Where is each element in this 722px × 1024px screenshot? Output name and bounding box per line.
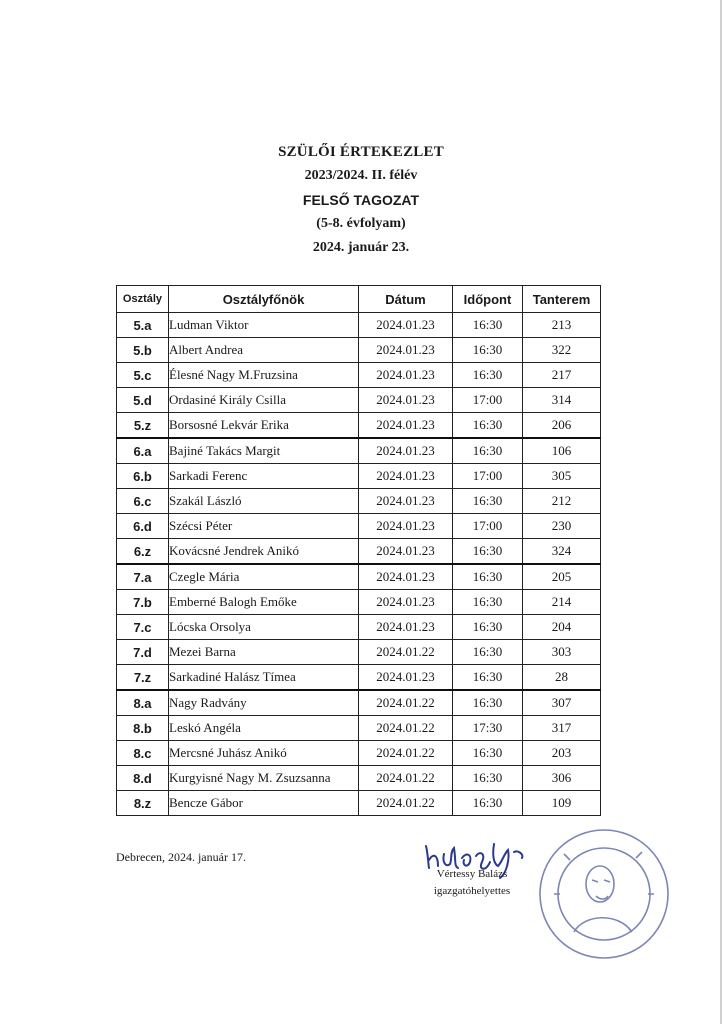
teacher-cell: Leskó Angéla — [169, 716, 359, 741]
time-cell: 16:30 — [453, 489, 523, 514]
column-header-room: Tanterem — [523, 286, 601, 313]
class-cell: 8.a — [117, 690, 169, 716]
time-cell: 16:30 — [453, 690, 523, 716]
table-row — [117, 590, 601, 615]
time-cell: 16:30 — [453, 413, 523, 439]
date-cell: 2024.01.22 — [359, 716, 453, 741]
room-cell: 230 — [523, 514, 601, 539]
time-cell: 16:30 — [453, 438, 523, 464]
teacher-cell: Ludman Viktor — [169, 313, 359, 338]
class-cell: 6.b — [117, 464, 169, 489]
date-cell: 2024.01.22 — [359, 766, 453, 791]
class-cell: 6.z — [117, 539, 169, 565]
class-cell: 8.d — [117, 766, 169, 791]
time-cell: 17:00 — [453, 464, 523, 489]
table-row — [117, 514, 601, 539]
table-row — [117, 338, 601, 363]
date-cell: 2024.01.22 — [359, 640, 453, 665]
class-cell: 7.z — [117, 665, 169, 691]
class-cell: 5.b — [117, 338, 169, 363]
teacher-cell: Nagy Radvány — [169, 690, 359, 716]
date-cell: 2024.01.23 — [359, 413, 453, 439]
table-row — [117, 716, 601, 741]
time-cell: 17:00 — [453, 388, 523, 413]
column-header-class: Osztály — [117, 286, 169, 313]
time-cell: 16:30 — [453, 615, 523, 640]
teacher-cell: Lócska Orsolya — [169, 615, 359, 640]
class-cell: 6.c — [117, 489, 169, 514]
room-cell: 214 — [523, 590, 601, 615]
date-cell: 2024.01.23 — [359, 438, 453, 464]
teacher-cell: Kurgyisné Nagy M. Zsuzsanna — [169, 766, 359, 791]
class-cell: 8.b — [117, 716, 169, 741]
room-cell: 206 — [523, 413, 601, 439]
room-cell: 203 — [523, 741, 601, 766]
time-cell: 16:30 — [453, 539, 523, 565]
class-cell: 7.c — [117, 615, 169, 640]
column-header-time: Időpont — [453, 286, 523, 313]
class-cell: 7.b — [117, 590, 169, 615]
date-cell: 2024.01.23 — [359, 363, 453, 388]
time-cell: 16:30 — [453, 363, 523, 388]
teacher-cell: Czegle Mária — [169, 564, 359, 590]
room-cell: 306 — [523, 766, 601, 791]
division-line: FELSŐ TAGOZAT — [302, 192, 420, 208]
room-cell: 307 — [523, 690, 601, 716]
teacher-cell: Élesné Nagy M.Fruzsina — [169, 363, 359, 388]
teacher-cell: Kovácsné Jendrek Anikó — [169, 539, 359, 565]
table-row — [117, 615, 601, 640]
date-cell: 2024.01.23 — [359, 514, 453, 539]
table-row — [117, 388, 601, 413]
date-cell: 2024.01.22 — [359, 690, 453, 716]
teacher-cell: Sarkadi Ferenc — [169, 464, 359, 489]
table-row — [117, 539, 601, 565]
date-cell: 2024.01.23 — [359, 313, 453, 338]
teacher-cell: Szakál László — [169, 489, 359, 514]
time-cell: 16:30 — [453, 741, 523, 766]
teacher-cell: Sarkadiné Halász Tímea — [169, 665, 359, 691]
document-title: SZÜLŐI ÉRTEKEZLET — [278, 144, 444, 160]
room-cell: 204 — [523, 615, 601, 640]
table-row — [117, 363, 601, 388]
table-row — [117, 766, 601, 791]
school-stamp-icon — [534, 824, 674, 964]
table-row — [117, 438, 601, 464]
time-cell: 17:30 — [453, 716, 523, 741]
teacher-cell: Emberné Balogh Emőke — [169, 590, 359, 615]
table-row — [117, 313, 601, 338]
date-cell: 2024.01.23 — [359, 590, 453, 615]
time-cell: 16:30 — [453, 590, 523, 615]
table-row — [117, 489, 601, 514]
teacher-cell: Bajiné Takács Margit — [169, 438, 359, 464]
table-row — [117, 413, 601, 439]
time-cell: 16:30 — [453, 338, 523, 363]
table-body — [117, 313, 601, 816]
room-cell: 317 — [523, 716, 601, 741]
date-cell: 2024.01.23 — [359, 338, 453, 363]
teacher-cell: Mercsné Juhász Anikó — [169, 741, 359, 766]
room-cell: 213 — [523, 313, 601, 338]
table-row — [117, 741, 601, 766]
time-cell: 16:30 — [453, 313, 523, 338]
class-cell: 6.a — [117, 438, 169, 464]
room-cell: 109 — [523, 791, 601, 816]
room-cell: 106 — [523, 438, 601, 464]
date-cell: 2024.01.22 — [359, 741, 453, 766]
table-header-row — [117, 286, 601, 313]
document-header — [0, 140, 722, 260]
class-cell: 5.a — [117, 313, 169, 338]
room-cell: 324 — [523, 539, 601, 565]
table-row — [117, 640, 601, 665]
time-cell: 16:30 — [453, 665, 523, 691]
room-cell: 212 — [523, 489, 601, 514]
table-row — [117, 665, 601, 691]
date-cell: 2024.01.23 — [359, 615, 453, 640]
date-cell: 2024.01.23 — [359, 665, 453, 691]
time-cell: 17:00 — [453, 514, 523, 539]
time-cell: 16:30 — [453, 766, 523, 791]
teacher-cell: Bencze Gábor — [169, 791, 359, 816]
class-cell: 5.d — [117, 388, 169, 413]
teacher-cell: Mezei Barna — [169, 640, 359, 665]
signer-role: igazgatóhelyettes — [433, 885, 511, 897]
date-cell: 2024.01.23 — [359, 464, 453, 489]
teacher-cell: Borsosné Lekvár Erika — [169, 413, 359, 439]
signer-name: Vértessy Balázs — [436, 868, 508, 880]
date-cell: 2024.01.23 — [359, 539, 453, 565]
semester-line: 2023/2024. II. félév — [304, 168, 418, 183]
place-and-date: Debrecen, 2024. január 17. — [116, 850, 246, 864]
column-header-date: Dátum — [359, 286, 453, 313]
room-cell: 205 — [523, 564, 601, 590]
class-cell: 5.c — [117, 363, 169, 388]
teacher-cell: Ordasiné Király Csilla — [169, 388, 359, 413]
teacher-cell: Szécsi Péter — [169, 514, 359, 539]
time-cell: 16:30 — [453, 640, 523, 665]
room-cell: 314 — [523, 388, 601, 413]
class-cell: 7.d — [117, 640, 169, 665]
room-cell: 303 — [523, 640, 601, 665]
class-cell: 5.z — [117, 413, 169, 439]
table-row — [117, 464, 601, 489]
class-cell: 6.d — [117, 514, 169, 539]
date-cell: 2024.01.23 — [359, 489, 453, 514]
meeting-date: 2024. január 23. — [312, 240, 410, 255]
class-cell: 8.c — [117, 741, 169, 766]
room-cell: 217 — [523, 363, 601, 388]
table-row — [117, 791, 601, 816]
table-row — [117, 564, 601, 590]
date-cell: 2024.01.23 — [359, 564, 453, 590]
room-cell: 322 — [523, 338, 601, 363]
class-cell: 7.a — [117, 564, 169, 590]
column-header-teacher: Osztályfőnök — [169, 286, 359, 313]
teacher-cell: Albert Andrea — [169, 338, 359, 363]
date-cell: 2024.01.22 — [359, 791, 453, 816]
time-cell: 16:30 — [453, 564, 523, 590]
room-cell: 305 — [523, 464, 601, 489]
time-cell: 16:30 — [453, 791, 523, 816]
date-cell: 2024.01.23 — [359, 388, 453, 413]
grades-line: (5-8. évfolyam) — [316, 216, 406, 231]
room-cell: 28 — [523, 665, 601, 691]
class-cell: 8.z — [117, 791, 169, 816]
table-row — [117, 690, 601, 716]
meeting-schedule-table — [116, 285, 601, 816]
